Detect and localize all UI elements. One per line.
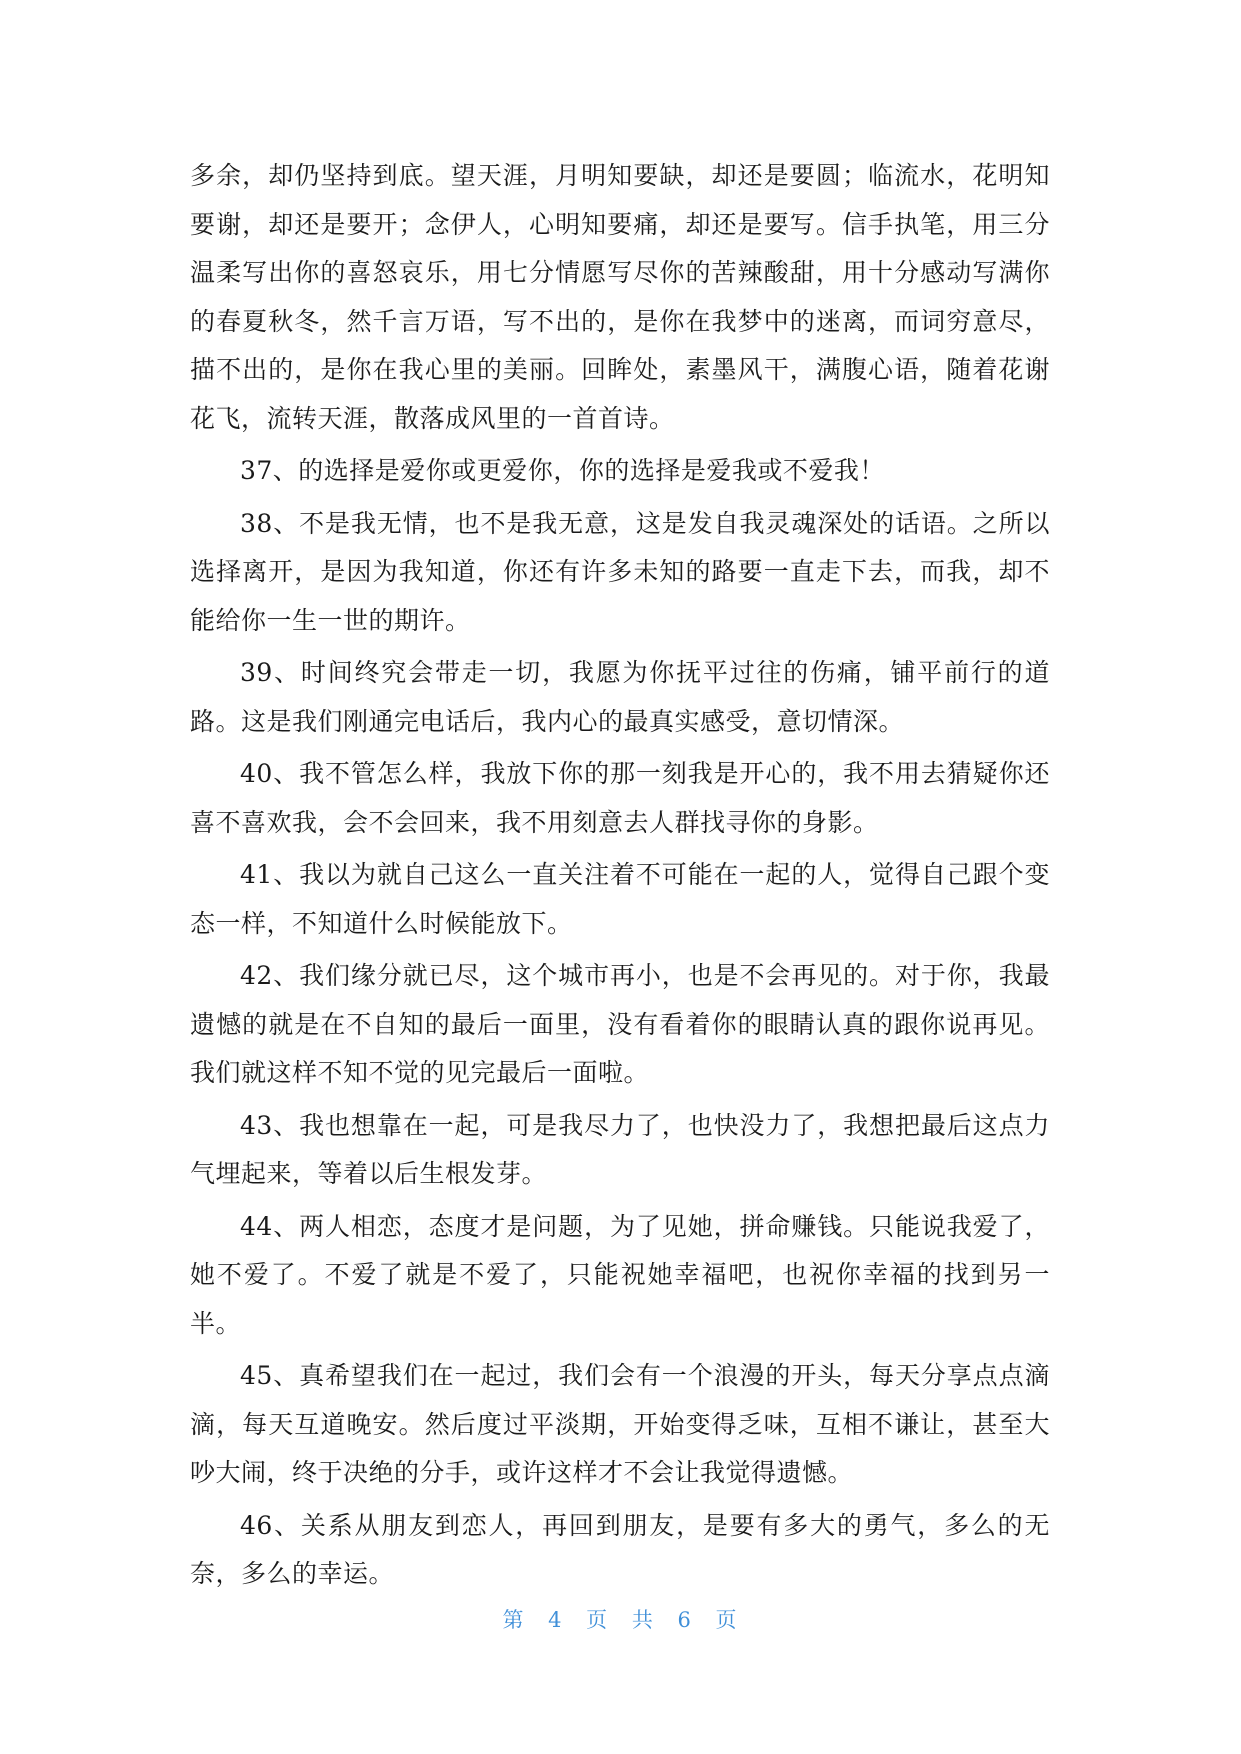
paragraph-40: 40、我不管怎么样，我放下你的那一刻我是开心的，我不用去猜疑你还喜不喜欢我，会不会回来，我不用刻意去人群找寻你的身影。 [190, 759, 1050, 837]
paragraph-37: 37、的选择是爱你或更爱你，你的选择是爱我或不爱我！ [240, 456, 885, 485]
paragraph-42: 42、我们缘分就已尽，这个城市再小，也是不会再见的。对于你，我最遗憾的就是在不自知的最后一面里，没有看着你的眼睛认真的跟你说再见。我们就这样不知不觉的见完最后一面啦。 [190, 961, 1050, 1087]
paragraph-46: 46、关系从朋友到恋人，再回到朋友，是要有多大的勇气，多么的无奈，多么的幸运。 [190, 1510, 1050, 1588]
paragraph-45: 45、真希望我们在一起过，我们会有一个浪漫的开头，每天分享点点滴滴，每天互道晚安。然后度过平淡期，开始变得乏味，互相不谦让，甚至大吵大闹，终于决绝的分手，或许这样才不会让我觉得遗憾。 [190, 1361, 1050, 1487]
paragraph-43: 43、我也想靠在一起，可是我尽力了，也快没力了，我想把最后这点力气埋起来，等着以后生根发芽。 [190, 1110, 1050, 1188]
document-body [190, 152, 1050, 1603]
paragraph-41: 41、我以为就自己这么一直关注着不可能在一起的人，觉得自己跟个变态一样，不知道什么时候能放下。 [190, 860, 1050, 938]
paragraph-38: 38、不是我无情，也不是我无意，这是发自我灵魂深处的话语。之所以选择离开，是因为我知道，你还有许多未知的路要一直走下去，而我，却不能给你一生一世的期许。 [190, 508, 1050, 635]
page-number-footer: 第 4 页 共 6 页 [502, 1608, 739, 1632]
paragraph-39: 39、时间终究会带走一切，我愿为你抚平过往的伤痛，铺平前行的道路。这是我们刚通完电话后，我内心的最真实感受，意切情深。 [190, 658, 1050, 736]
paragraph-44: 44、两人相恋，态度才是问题，为了见她，拼命赚钱。只能说我爱了，她不爱了。不爱了就是不爱了，只能祝她幸福吧，也祝你幸福的找到另一半。 [190, 1211, 1050, 1338]
paragraph-continuation: 多余，却仍坚持到底。望天涯，月明知要缺，却还是要圆；临流水，花明知要谢，却还是要开；念伊人，心明知要痛，却还是要写。信手执笔，用三分温柔写出你的喜怒哀乐，用七分情愿写尽你的苦辣酸甜，用十分感动写满你的春夏秋冬，然千言万语，写不出的，是你在我梦中的迷离，而词穷意尽，描不出的，是你在我心里的美丽。回眸处，素墨风干，满腹心语，随着花谢花飞，流转天涯，散落成风里的一首首诗。 [190, 161, 1050, 433]
